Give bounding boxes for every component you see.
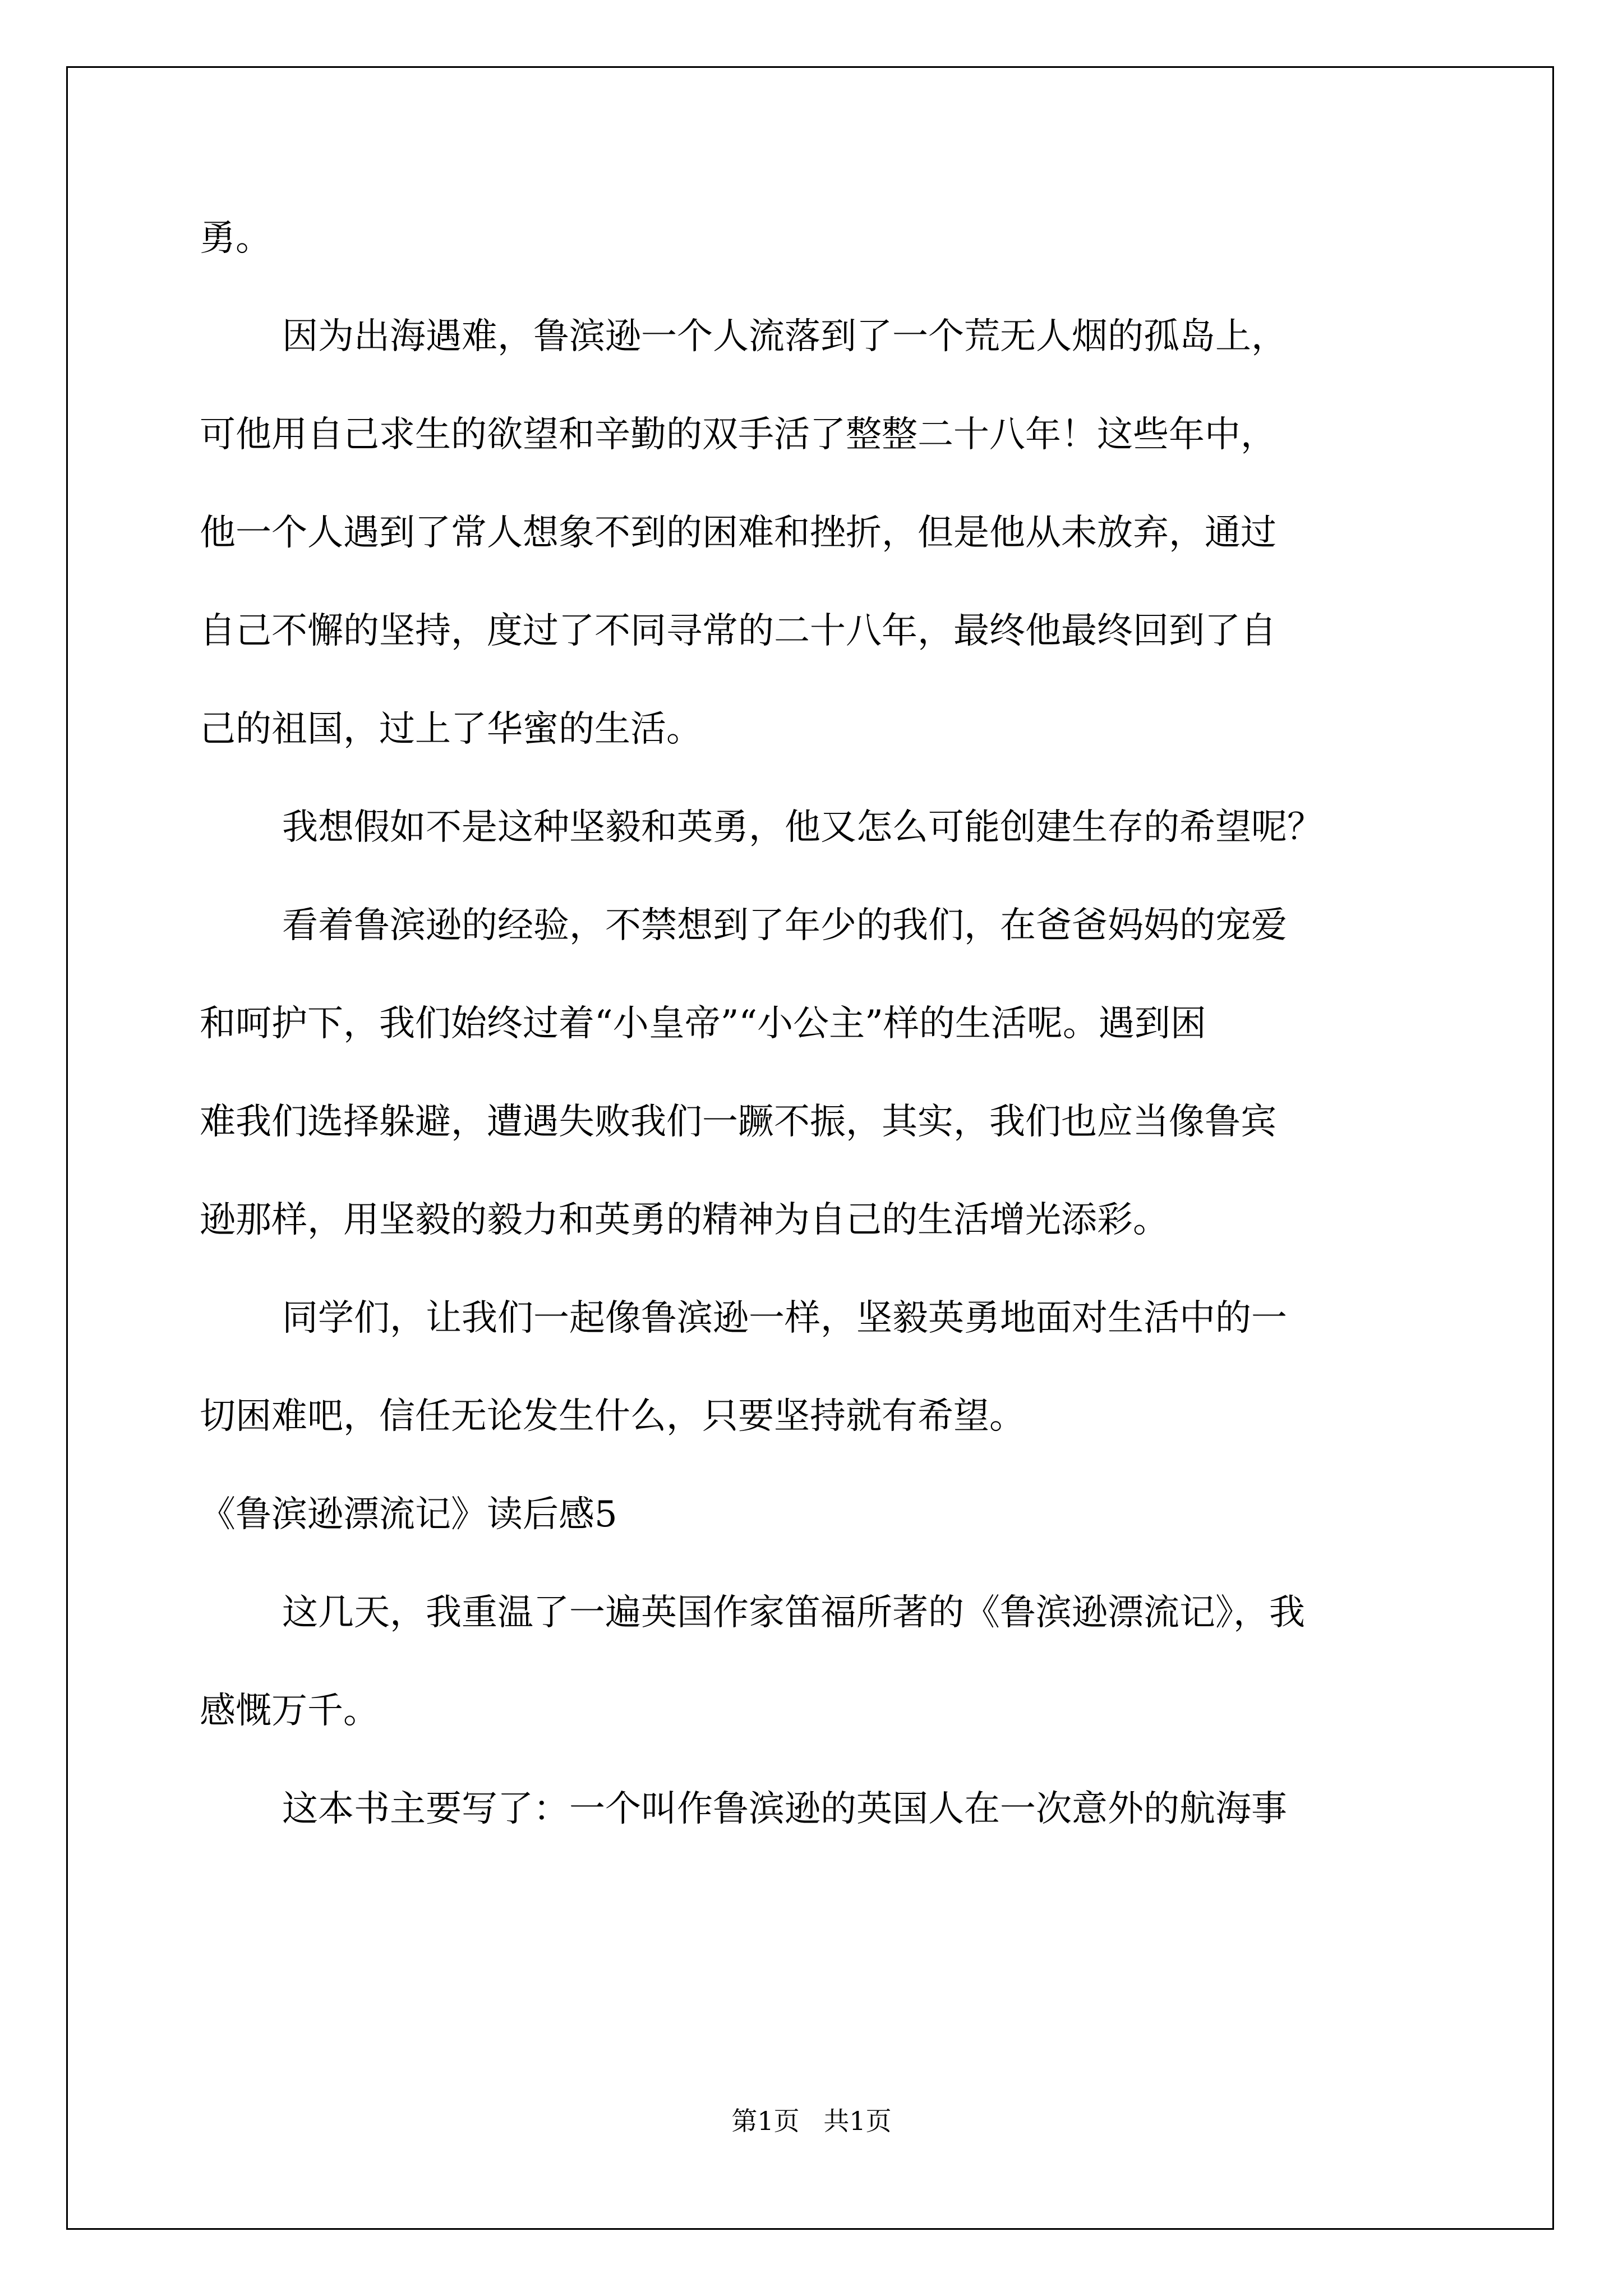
text-line: 他一个人遇到了常人想象不到的困难和挫折，但是他从未放弃，通过 [200,512,1276,554]
text-line: 逊那样，用坚毅的毅力和英勇的精神为自己的生活增光添彩。 [200,1199,1169,1241]
text-line: 同学们，让我们一起像鲁滨逊一样，坚毅英勇地面对生活中的一 [282,1297,1287,1339]
text-line: 我想假如不是这种坚毅和英勇，他又怎么可能创建生存的希望呢？ [282,807,1323,848]
text-line: 感慨万千。 [200,1690,379,1732]
text-line: 勇。 [200,218,271,259]
text-line: 自己不懈的坚持，度过了不同寻常的二十八年，最终他最终回到了自 [200,610,1276,652]
text-line: 可他用自己求生的欲望和辛勤的双手活了整整二十八年！这些年中， [200,414,1276,455]
text-line: 己的祖国，过上了华蜜的生活。 [200,708,702,750]
text-line: 看着鲁滨逊的经验，不禁想到了年少的我们，在爸爸妈妈的宠爱 [282,905,1287,946]
text-line: 这本书主要写了：一个叫作鲁滨逊的英国人在一次意外的航海事 [282,1788,1287,1830]
text-line: 切困难吧，信任无论发生什么，只要坚持就有希望。 [200,1396,1025,1437]
section-heading: 《鲁滨逊漂流记》读后感5 [200,1494,617,1535]
text-line: 难我们选择躲避，遭遇失败我们一蹶不振，其实，我们也应当像鲁宾 [200,1101,1276,1143]
text-line: 因为出海遇难，鲁滨逊一个人流落到了一个荒无人烟的孤岛上， [282,316,1287,357]
text-line: 这几天，我重温了一遍英国作家笛福所著的《鲁滨逊漂流记》，我 [282,1592,1305,1634]
page-footer [0,2101,1623,2138]
page-number: 第1页 [731,2106,800,2136]
page-total: 共1页 [823,2106,892,2136]
text-line: 和呵护下，我们始终过着“小皇帝”“小公主”样的生活呢。遇到困 [200,1003,1206,1045]
